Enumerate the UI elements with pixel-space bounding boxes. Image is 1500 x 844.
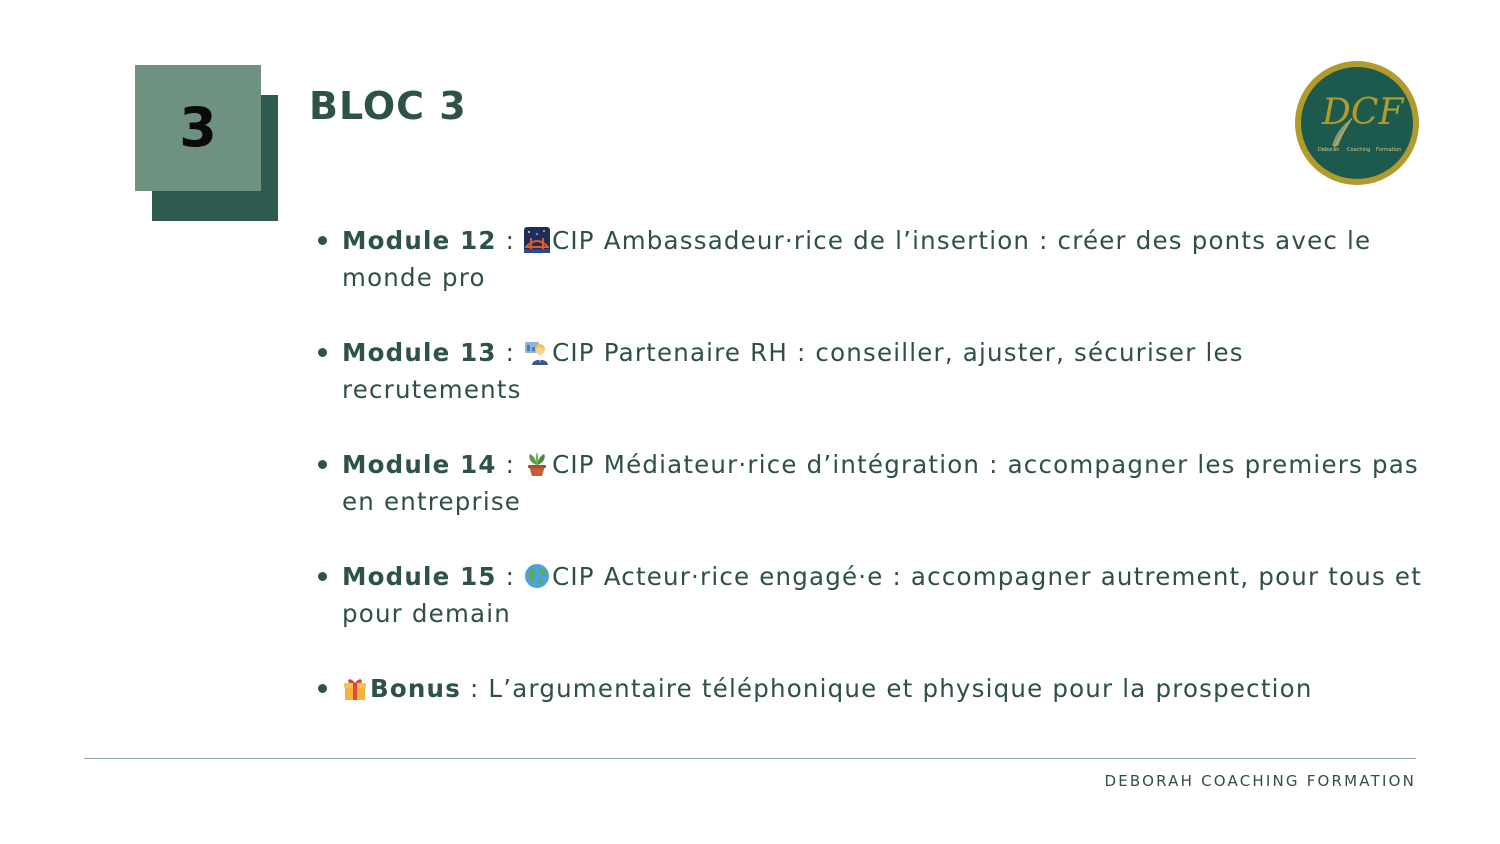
module-text: CIP Ambassadeur·rice de l’insertion : créer des ponts avec le monde pro: [342, 226, 1372, 292]
bonus-text: L’argumentaire téléphonique et physique pour la prospection: [488, 674, 1313, 703]
module-item-12: [316, 222, 1426, 296]
footer-brand: DEBORAH COACHING FORMATION: [1104, 772, 1416, 790]
block-number: 3: [179, 96, 217, 159]
block-title: BLOC 3: [309, 84, 467, 128]
module-item-13: [316, 334, 1426, 408]
dcf-logo: [1292, 58, 1422, 188]
module-item-15: [316, 558, 1426, 632]
bullet-dot: [318, 348, 327, 357]
bridge-at-night-icon: [524, 227, 550, 253]
globe-icon: [524, 563, 550, 589]
bullet-dot: [318, 460, 327, 469]
bonus-item: [316, 670, 1426, 707]
bullet-dot: [318, 684, 327, 693]
number-block: [135, 65, 261, 191]
gift-icon: [342, 675, 368, 701]
module-label: Module 12: [342, 226, 497, 255]
module-text: CIP Partenaire RH : conseiller, ajuster, sécuriser les recrutements: [342, 338, 1244, 404]
potted-plant-icon: [524, 451, 550, 477]
svg-text:Deborah: Deborah: [1318, 147, 1340, 153]
module-label: Module 15: [342, 562, 497, 591]
module-separator: :: [496, 562, 525, 591]
bonus-separator: :: [460, 674, 489, 703]
svg-text:DCF: DCF: [1322, 92, 1404, 133]
module-separator: :: [496, 338, 525, 367]
module-text: CIP Acteur·rice engagé·e : accompagner autrement, pour tous et pour demain: [342, 562, 1423, 628]
svg-text:Formation: Formation: [1376, 147, 1402, 153]
module-item-14: [316, 446, 1426, 520]
module-separator: :: [496, 450, 525, 479]
bullet-dot: [318, 236, 327, 245]
module-separator: :: [496, 226, 525, 255]
module-list: [316, 222, 1426, 745]
svg-text:Coaching: Coaching: [1347, 147, 1371, 153]
bonus-label: Bonus: [370, 674, 461, 703]
office-worker-icon: [524, 339, 550, 365]
module-text: CIP Médiateur·rice d’intégration : accompagner les premiers pas en entreprise: [342, 450, 1419, 516]
bullet-dot: [318, 572, 327, 581]
module-label: Module 14: [342, 450, 497, 479]
footer-divider: [84, 758, 1416, 759]
module-label: Module 13: [342, 338, 497, 367]
